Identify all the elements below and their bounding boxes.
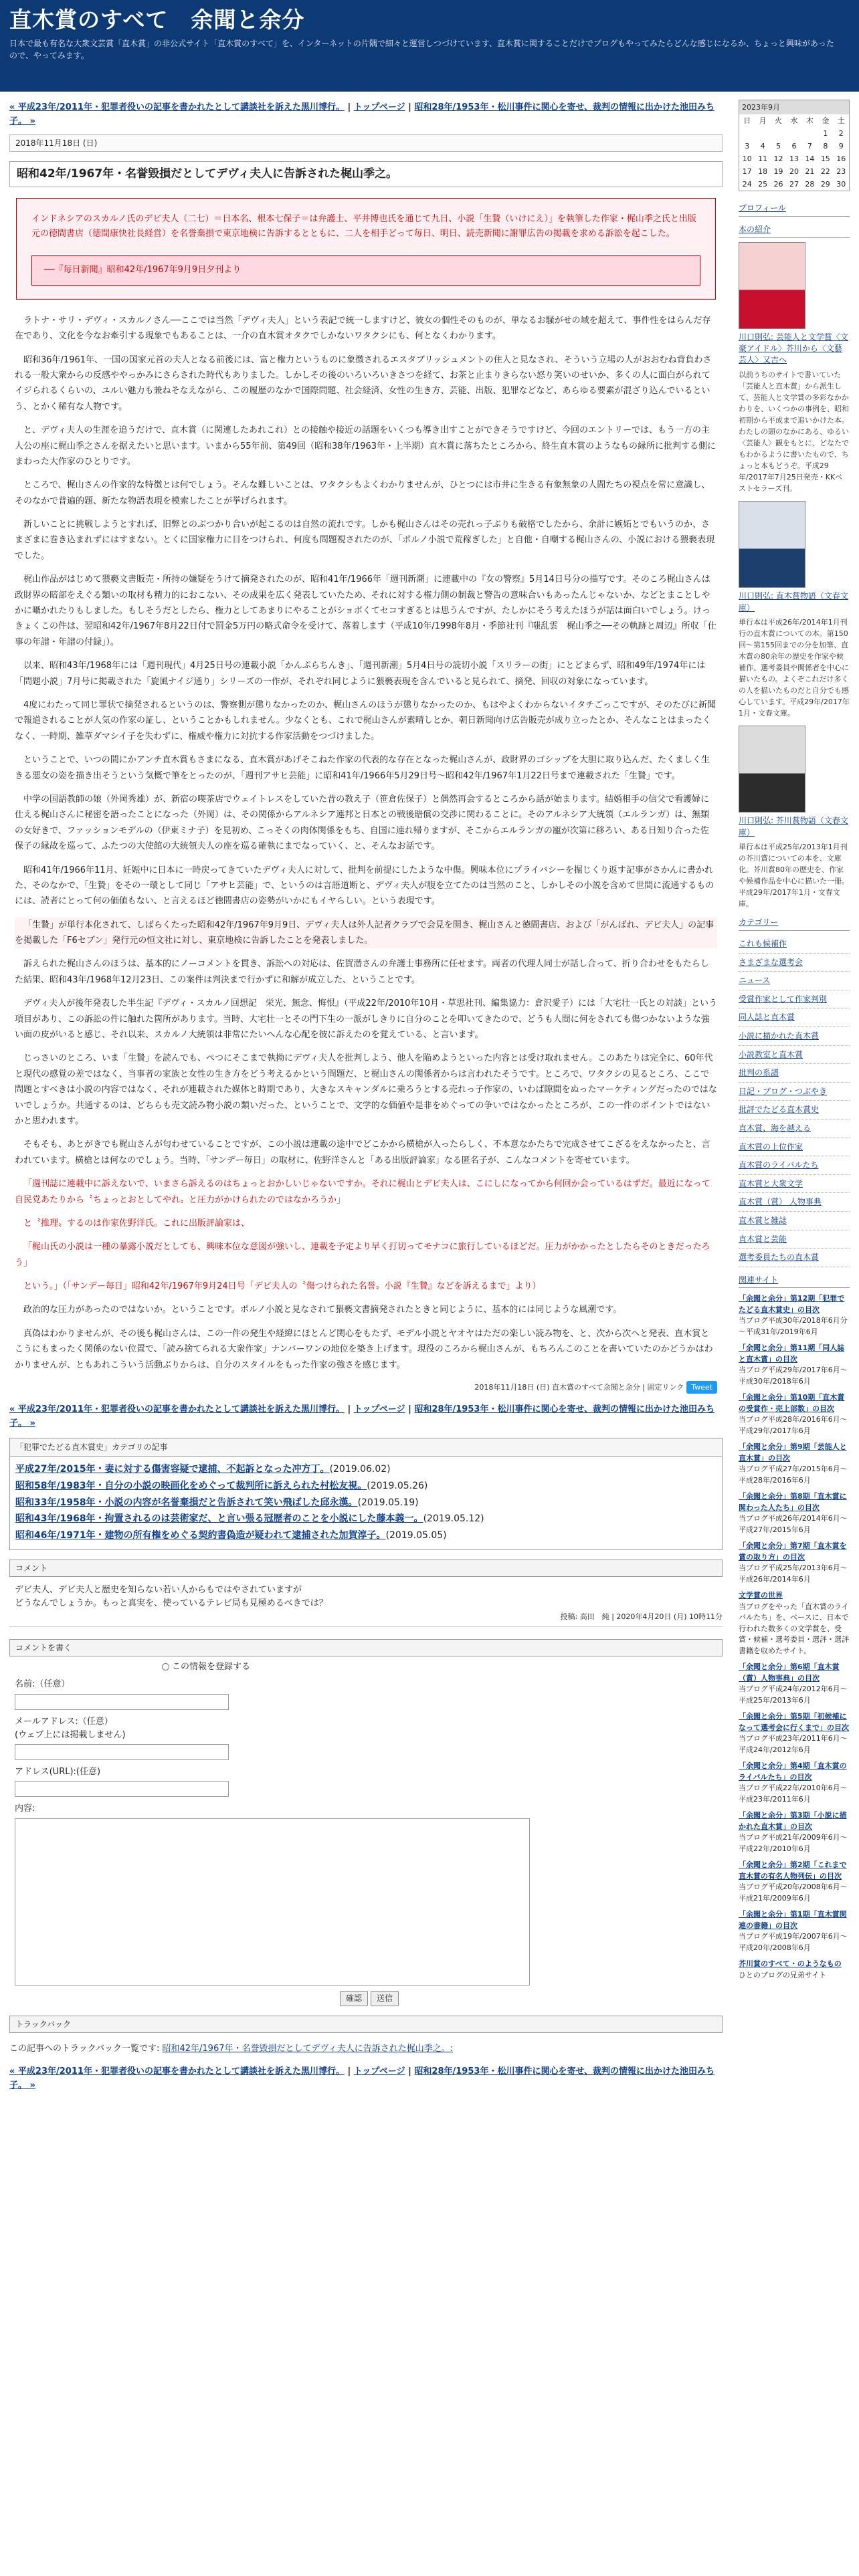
entry-paragraph: 4度にわたって同じ罪状で摘発されるというのは、警察側が懲りなかったのか、梶山さんのほうが懲りなかったのか、もはやよくわからないイタチごっこですが、そのたびに新聞で報道されることが人気の作家の証し、ということかもしれません。少なくとも、これで梶山さんが素晴しとか、朝日新聞向け広告販売が成り立ったとか、そんなことはまったくなく、一時期、雑草ダマシイ子を失わずに、権威や権力に対抗する作家活動をつづけました。 xyxy=(15,700,717,742)
entry-paragraph: 昭和41年/1966年11月、妊娠中に日本に一時戻ってきていたデヴィ夫人に対して、批判を前提にしたような中傷。興味本位にプライバシーを掘じくり返す記事がさかんに書かれた、そのなかで、「生贄」をその一環として同じ「アサヒ芸能」で、というのは言語道断と、デヴィ夫人が腹を立てたのは当然のこと、しかしその小説を含めて世間に流通するものには、読者にとって何の価値もない、と言えるほど徳間書店の姿勢がいかにもイヤらしい。という表現です。 xyxy=(15,865,714,907)
related-site-item xyxy=(739,1810,850,1854)
book-title-link[interactable]: 川口則弘: 直木賞物語（文春文庫） xyxy=(739,591,848,613)
weekday-label: 日 xyxy=(743,116,751,126)
category-link[interactable]: 直木賞、海を越える xyxy=(739,1119,850,1138)
calendar-day: 4 xyxy=(760,142,765,151)
related-site-desc: 当ブログ平成19年/2007年6月～平成20年/2008年6月 xyxy=(739,1932,848,1952)
related-site-link[interactable]: 「余聞と余分」第5期「初候補になって選考会に行くまで」の目次 xyxy=(739,1712,849,1732)
calendar-day: 28 xyxy=(805,180,815,189)
calendar-week xyxy=(739,152,849,165)
name-field[interactable] xyxy=(15,1694,229,1710)
weekday-label: 金 xyxy=(822,116,830,126)
calendar-day: 24 xyxy=(742,180,752,189)
confirm-button[interactable]: 確認 xyxy=(340,1991,368,2006)
entry-paragraph: と〝推理〟するのは作家佐野洋氏。これに出版評論家は、 xyxy=(23,1218,250,1228)
related-site-item xyxy=(739,1662,850,1706)
related-site-desc: ひとのブログの兄弟サイト xyxy=(739,1970,827,1979)
comment-meta: 投稿: 高田 純 | 2020年4月20日 (月) 10時11分 xyxy=(9,1611,723,1627)
calendar-day: 8 xyxy=(823,142,828,151)
category-link[interactable]: 小説に描かれた直木賞 xyxy=(739,1027,850,1046)
related-site-desc: 当ブログをやった「直木賞のライバルたち」を、ベースに、日本で行われた数多くの文学賞を、受賞・候補・選考委員・選評・選評書籍を収めたサイト。 xyxy=(739,1602,849,1655)
related-site-link[interactable]: 「余聞と余分」第3期「小説に描かれた直木賞」の目次 xyxy=(739,1811,847,1831)
calendar-weekdays xyxy=(739,114,849,127)
related-link[interactable]: 平成27年/2015年・妻に対する傷害容疑で逮捕、不起訴となった冲方丁。 xyxy=(15,1464,330,1475)
book-description: 単行本は平成25年/2013年1月刊の芥川賞についての本を、文庫化。芥川賞80年の歴史を、作家や候補作品を中心に描いた一冊。平成29年/2017年1月・文春文庫。 xyxy=(739,843,849,909)
related-site-item xyxy=(739,1959,850,1981)
remember-option[interactable] xyxy=(162,1660,717,1674)
category-link[interactable]: さまざまな選考会 xyxy=(739,954,850,972)
top-page-link[interactable]: トップページ xyxy=(353,102,405,112)
calendar-day: 17 xyxy=(742,167,752,177)
related-site-item xyxy=(739,1860,850,1904)
related-site-item xyxy=(739,1392,850,1436)
related-sites-list xyxy=(739,1293,850,1981)
calendar-day: 30 xyxy=(836,180,846,189)
related-site-link[interactable]: 芥川賞のすべて・のようなもの xyxy=(739,1959,842,1969)
site-header xyxy=(0,0,859,92)
related-item xyxy=(15,1529,717,1543)
calendar-week xyxy=(739,178,849,191)
entry-paragraph: 以来、昭和43年/1968年には「週刊現代」4月25日号の連載小説「かんぷらちんき」、「週刊新潮」5月4日号の読切小説「スリラーの街」にとどまらず、昭和49年/1974年には「問題小説」7月号に掲載された「旋風ナイジ通り」シリーズの一作が、それぞれ同じように猥褻表現を含んでいると見られて、摘発、回収の対象になっています。 xyxy=(15,661,706,687)
category-link[interactable]: 直木賞の上位作家 xyxy=(739,1138,850,1157)
calendar-day: 3 xyxy=(745,142,750,151)
related-heading: 「犯罪でたどる直木賞史」カテゴリの記事 xyxy=(10,1438,722,1457)
book-description: 以前うちのサイトで書いていた「芸能人と直木賞」から派生して、芸能人と文学賞の多彩なかかわりを、いくつかの事例を、昭和初期から平成まで追いかけた本。わたしの頭のなかにある、ゆるい〈芸能人〉観をもとに、どなたでもわかるように書いたもので、ちょっと本もどうぞ。平成29年/2017年7月25日発売・KKベストセラーズ刊。 xyxy=(739,370,849,494)
related-link[interactable]: 昭和33年/1958年・小説の内容が名誉棄損だと告訴されて笑い飛ばした邱永漢。 xyxy=(15,1497,358,1508)
related-date: (2019.05.19) xyxy=(357,1497,419,1508)
related-site-item xyxy=(739,1590,850,1656)
entry-paragraph: 「週刊誌に連載中に訴えないで、いまさら訴えるのはちょっとおかしいじゃないですか。それに梶山とデビ夫人は、こにしになってから何回か会っているはずだ。最近になって自民党あたりから〝ちょっとおとしてやれ〟と圧力がかけられたのではなかろうか」 xyxy=(15,1179,710,1205)
related-item xyxy=(15,1479,717,1494)
calendar-day: 16 xyxy=(836,154,846,164)
related-site-link[interactable]: 「余聞と余分」第7期「直木賞を賞の取り方」の目次 xyxy=(739,1541,847,1562)
related-item xyxy=(15,1512,717,1527)
weekday-label: 月 xyxy=(759,116,767,126)
book-list xyxy=(739,242,850,910)
weekday-label: 土 xyxy=(837,116,845,126)
category-link[interactable]: 小説教室と直木賞 xyxy=(739,1046,850,1065)
next-entry-link[interactable]: 昭和28年/1953年・松川事件に関心を寄せ、裁判の情報に出かけた池田みち子。 » xyxy=(9,102,715,126)
comment-form xyxy=(9,1660,723,2006)
entry-paragraph: 中学の国語教師の娘（外岡秀雄）が、新宿の喫茶店でウェイトレスをしていた昔の教え子（笹倉佐保子）と偶然再会するところから話が始まります。結婚相手の信父で看護婦に仕える梶山さんに秘密を語ったことになった（外岡）は、その関係からアルネシア連邦と日本との戦後賠償の交渉に関わることに。そのアルネシア大統領（エルランガ）は、無類の女好きで、ファッションモデルの（伊東ミナ子）を見初め、こっそくの肉体関係をもち、自国に連れ帰りますが、そこからエルランガの寵が次第に移ろい、ある日知り合った佐保子の縁故を巡って、ふたつの大使館の大統領夫人の座を巡る確執にまでなっていく、と、そんなお話です。 xyxy=(15,794,710,852)
nav-separator: | xyxy=(344,2066,354,2077)
calendar-day xyxy=(739,127,755,140)
related-item xyxy=(15,1496,717,1511)
entry-paragraph: ラトナ・サリ・デヴィ・スカルノさん──ここでは当然「デヴィ夫人」という表記で統一しますけど、彼女の個性そのものが、単なるお騒がせの域を超えて、事件性をはらんだ存在であり、文化を今なお牽引する現象でもあることは、一介の直木賞オタクでしかないワタクシにも、何となくわかります。 xyxy=(15,315,711,342)
remember-radio[interactable] xyxy=(162,1663,169,1671)
calendar-day xyxy=(771,127,786,140)
nav-separator: | xyxy=(344,102,354,112)
form-buttons xyxy=(15,1991,724,2006)
calendar-day: 5 xyxy=(776,142,781,151)
related-site-item xyxy=(739,1293,850,1337)
entry-paragraph: と、デヴィ夫人の生涯を追うだけで、直木賞（に関連したあれこれ）との接触や接近の話題をいくつも導き出すことができそうですけど、今回のエントリーでは、もう一方の主人公の座に梶山季之さんを据えたいと思います。いまから55年前、第49回（昭和38年/1963年・上半期）直木賞に落ちたところから、終生直木賞のようなもの縁所に批判する側にまわった大作家のひとりです。 xyxy=(15,425,717,467)
book-cover-image[interactable] xyxy=(739,726,805,813)
calendar-day: 10 xyxy=(742,154,752,164)
top-page-link[interactable]: トップページ xyxy=(353,2066,405,2077)
entry-body xyxy=(9,313,723,1373)
weekday-label: 火 xyxy=(775,116,783,126)
quote-citation: ──『毎日新聞』昭和42年/1967年9月9日夕刊より xyxy=(31,255,700,286)
calendar-day: 11 xyxy=(758,154,768,164)
calendar-day xyxy=(802,127,818,140)
weekday-label: 木 xyxy=(805,116,814,126)
books-heading: 本の紹介 xyxy=(739,223,850,238)
related-site-item xyxy=(739,1343,850,1387)
calendar-day xyxy=(755,127,770,140)
related-date: (2019.05.12) xyxy=(423,1513,484,1525)
book-title-link[interactable]: 川口則弘: 芸能人と文学賞〈文豪アイドル〉芥川から〈文藝芸人〉又吉へ xyxy=(739,332,848,365)
category-link[interactable]: 直木賞のライバルたち xyxy=(739,1156,850,1175)
book-description: 単行本は平成26年/2014年1月刊行の直木賞についての本。第150回〜第155回までの分を加筆、直木賞の80余年の歴史を作家や候補作、選考委員や関係者を中心に描いたもの。よくぞこれだけ多くの人を描いたものだと自分でも感心しています。平成29年/2017年1月・文春文庫。 xyxy=(739,617,850,718)
related-site-item xyxy=(739,1711,850,1755)
submit-button[interactable]: 送信 xyxy=(371,1991,399,2006)
related-site-link[interactable]: 「余聞と余分」第12期「犯罪でたどる直木賞史」の目次 xyxy=(739,1294,845,1314)
related-site-desc: 当ブログ平成25年/2013年6月～平成26年/2014年6月 xyxy=(739,1564,848,1584)
related-site-item xyxy=(739,1909,850,1953)
book-title-link[interactable]: 川口則弘: 芥川賞物語（文春文庫） xyxy=(739,816,848,837)
comment-form-heading: コメントを書く xyxy=(9,1639,723,1657)
prev-entry-link[interactable]: « 平成23年/2011年・犯罪者役いの記事を書かれたとして講談社を訴えた黒川博行。 xyxy=(9,2066,345,2077)
calendar-day: 23 xyxy=(836,167,846,177)
site-title[interactable]: 直木賞のすべて 余聞と余分 xyxy=(9,7,305,33)
category-link[interactable]: 同人誌と直木賞 xyxy=(739,1008,850,1027)
trackback-line xyxy=(9,2042,723,2056)
calendar-day: 2 xyxy=(838,129,844,138)
related-site-link[interactable]: 「余聞と余分」第9期「芸能人と直木賞」の目次 xyxy=(739,1442,847,1463)
entry-nav-footer xyxy=(9,2065,723,2093)
related-date: (2019.05.26) xyxy=(367,1480,428,1491)
entry-paragraph: ということで、いつの間にかアンチ直木賞もさまになる、直木賞があげそこねた作家の代表的な存在となった梶山さんが、政財界のゴシップを大胆に取り込んだ、たくましく生きる悪女の姿を描き出そうという気概で筆をとったのが、「週刊アサヒ芸能」に昭和41年/1966年5月29日号～昭和42年/1967年1月22日号まで連載された「生贄」です。 xyxy=(15,755,710,781)
comments-heading: コメント xyxy=(9,1560,723,1578)
entry-paragraph: 「梶山氏の小説は一種の暴露小説だとしても、興味本位な意図が強いし、連載を予定より早く打切ってモナコに旅行しているほどだ。圧力がかかったとしたらそのときだったろう」 xyxy=(15,1242,710,1268)
calendar-day: 14 xyxy=(805,154,815,164)
related-site-item xyxy=(739,1761,850,1805)
related-site-link[interactable]: 「余聞と余分」第2期「これまで直木賞の有名人物列伝」の目次 xyxy=(739,1860,847,1881)
related-site-desc: 当ブログ平成24年/2012年6月～平成25年/2013年6月 xyxy=(739,1685,848,1705)
trackback-link[interactable]: 昭和42年/1967年・名誉毀損だとしてデヴィ夫人に告訴された梶山季之。: xyxy=(162,2044,454,2054)
related-site-link[interactable]: 「余聞と余分」第1期「直木賞関連の書籍」の目次 xyxy=(739,1910,847,1930)
post-meta-text: 2018年11月18日 (日) 直木賞のすべて余聞と余分 | 固定リンク xyxy=(474,1383,684,1392)
calendar-day: 15 xyxy=(820,154,830,164)
related-link[interactable]: 昭和46年/1971年・建物の所有権をめぐる契約書偽造が疑われて逮捕された加賀淳子。 xyxy=(15,1530,386,1541)
main-column xyxy=(7,92,729,2099)
site-description: 日本で最も有名な大衆文芸賞「直木賞」の非公式サイト「直木賞のすべて」を、インターネットの片隅で細々と運営しつづけています、直木賞に関することだけでブログもやってみたらどんな感じになるか、ちょっと興味があったので、やってみます。 xyxy=(9,38,834,61)
related-site-desc: 当ブログ平成20年/2008年6月～平成21年/2009年6月 xyxy=(739,1883,848,1903)
name-label: 名前:（任意） xyxy=(15,1679,70,1690)
related-articles xyxy=(9,1438,723,1550)
calendar-day xyxy=(786,127,801,140)
category-heading: カテゴリー xyxy=(739,916,850,931)
category-link[interactable]: 直木賞と大衆文学 xyxy=(739,1175,850,1194)
calendar-week xyxy=(739,140,849,152)
related-site-desc: 当ブログ平成21年/2009年6月～平成22年/2010年6月 xyxy=(739,1833,848,1853)
entry-paragraph: 梶山作品がはじめて猥褻文書販売・所持の嫌疑をうけて摘発されたのが、昭和41年/1966年「週刊新潮」に連載中の『女の警察』5月14日号分の描写です。そのころ梶山さんは政財界の暗部をえぐる類いの取材も精力的におこない、その成果を広く発表していたため、それに対する権力側の制裁と警告の意味合いもあったんじゃないか、などとまことしやかに囁かれたりもしました。もしそうだとしたら、権力としてあまりにやることがショボくてセコすぎるとは思うんですが、たしかにそう考えたほうが話は面白いでしょう。けっきょくこの件は、翌昭和42年/1967年8月22日付で罰金5万円の略式命令を受けて、落着します（平成10年/1998年8月・季節社刊『嗤乱雲 梶山季之──その軌跡と周辺』所収「仕事の年譜・年譜の付録」）。 xyxy=(15,574,717,647)
entry-paragraph: ところで、梶山さんの作家的な特徴とは何でしょう。そんな難しいことは、ワタクシもよくわかりませんが、ひとつには市井に生きる有象無象の人間たちの視点を常に意識し、そのなかで普遍的題、新たな物語表現を模索したことが挙げられます。 xyxy=(15,480,710,506)
calendar-day: 9 xyxy=(838,142,844,151)
related-site-link[interactable]: 「余聞と余分」第11期「同人誌と直木賞」の目次 xyxy=(739,1344,845,1364)
entry-paragraph: 訴えられた梶山さんのほうは、基本的にノーコメントを貫き、訴訟への対応は、佐賀潜さんの弁護士事務所に任せます。両者の代理人同士が話し合って、折り合わせをもたらした結果、昭和43年/1968年12月23日、この案件は判決まで行かずに和解が成立した、ということです。 xyxy=(15,959,709,985)
related-site-item xyxy=(739,1541,850,1585)
comment-textarea[interactable] xyxy=(15,1818,530,1985)
related-site-desc: 当ブログ平成30年/2018年6月分～平成31年/2019年6月 xyxy=(739,1316,848,1336)
related-sites-heading: 関連サイト xyxy=(739,1274,850,1289)
nav-separator: | xyxy=(405,2066,415,2077)
entry-paragraph: という。」（「サンデー毎日」昭和42年/1967年9月24日号「デビ夫人の〝傷つけられた名誉〟小説『生贄』などを訴えるまで」より） xyxy=(23,1281,541,1292)
entry-paragraph: 「生贄」が単行本化されて、しばらくたった昭和42年/1967年9月9日、デヴィ夫人は外人記者クラブで会見を開き、梶山さんと徳間書店、および「がんばれ、デビ夫人」の記事を掲載した「F6セブン」発行元の恒文社に対し、東京地検に告訴したことを発表しました。 xyxy=(15,918,717,949)
quote-text: インドネシアのスカルノ氏のデビ夫人（二七）＝日本名、根本七保子＝は弁護士、平井博也氏を通じて九日、小説「生贄（いけにえ）」を執筆した作家・梶山季之氏と出版元の徳間書店（徳間康快社長経営）を名誉棄損で東京地検に告訴するとともに、二人を相手どって毎日、明日、読売新聞に謝罪広告の掲載を求める訴訟を起こした。 xyxy=(31,213,696,239)
top-page-link[interactable]: トップページ xyxy=(353,1404,405,1415)
tweet-button[interactable]: Tweet xyxy=(686,1381,717,1394)
related-list xyxy=(10,1457,722,1549)
calendar-day: 25 xyxy=(758,180,768,189)
entry-nav-bottom xyxy=(9,1403,723,1431)
calendar-day: 13 xyxy=(789,154,799,164)
post-meta xyxy=(15,1381,717,1394)
related-site-desc: 当ブログ平成26年/2014年6月～平成27年/2015年6月 xyxy=(739,1514,848,1534)
related-site-desc: 当ブログ平成22年/2010年6月～平成23年/2011年6月 xyxy=(739,1784,848,1804)
trackback-label: この記事へのトラックバック一覧です: xyxy=(9,2044,163,2054)
calendar-day: 29 xyxy=(820,180,830,189)
related-site-desc: 当ブログ平成28年/2016年6月～平成29年/2017年6月 xyxy=(739,1415,848,1435)
profile-link[interactable]: プロフィール xyxy=(739,202,850,217)
related-site-link[interactable]: 「余聞と余分」第8期「直木賞に関わった人たち」の目次 xyxy=(739,1492,847,1512)
entry-paragraph: 政治的な圧力があったのではないか。ということです。ポルノ小説と見なされて猥褻文書摘発されたときと同じように、基本的には同じような風潮です。 xyxy=(23,1305,622,1315)
related-date: (2019.06.02) xyxy=(329,1464,391,1475)
category-link[interactable]: 日記・ブログ・つぶやき xyxy=(739,1083,850,1101)
calendar xyxy=(739,100,850,191)
entry-paragraph: 新しいことに挑戦しようとすれば、旧弊とのぶつかり合いが起こるのは自然の流れです。しかも梶山さんはその売れっ子ぶりも破格でしたから、余計に嫉妬とでもいうのか、さまざまに巻き込まれずにはすまない。とくに国家権力に目をつけられ、何度も問題視されたのが、「ポルノ小説で荒稼ぎした」と自他・自嘲する梶山さんの、小説における猥褻表現でした。 xyxy=(15,520,715,561)
category-link[interactable]: ニュース xyxy=(739,972,850,990)
url-field[interactable] xyxy=(15,1781,229,1797)
entry-paragraph: デヴィ夫人が後年発表した半生記『デヴィ・スカルノ回想記 栄光、無念、悔恨』（平成22年/2010年10月・草思社刊、編集協力：倉沢愛子）には「大宅壮一氏との対談」という項目があり、この訴訟の件に触れた箇所があります。当時、大宅壮一とその門下生の一派がしきりに自分のことを叩いてきたので、どうも人間に何をされても傷つかないような強い面の皮がいると感じ、それ以来、スカルノ大統領は非常にたいへんな心配を彼に訴えたのを覚えている、と言います。 xyxy=(15,998,717,1041)
next-entry-link[interactable]: 昭和28年/1953年・松川事件に関心を寄せ、裁判の情報に出かけた池田みち子。 » xyxy=(9,1404,715,1428)
related-link[interactable]: 昭和58年/1983年・自分の小説の映画化をめぐって裁判所に訴えられた村松友視。 xyxy=(15,1480,367,1491)
calendar-day: 27 xyxy=(789,180,799,189)
email-label: メールアドレス:（任意） (ウェブ上には掲載しません) xyxy=(15,1716,126,1740)
related-site-desc: 当ブログ平成23年/2011年6月～平成24年/2012年6月 xyxy=(739,1734,848,1754)
category-link[interactable]: これも候補作 xyxy=(739,935,850,954)
calendar-title: 2023年9月 xyxy=(739,100,849,114)
calendar-day: 26 xyxy=(773,180,783,189)
category-link[interactable]: 直木賞と芸能 xyxy=(739,1230,850,1249)
body-label: 内容: xyxy=(15,1803,35,1814)
calendar-day: 6 xyxy=(791,142,797,151)
nav-separator: | xyxy=(344,1404,354,1415)
nav-separator: | xyxy=(405,102,415,112)
related-site-item xyxy=(739,1491,850,1535)
prev-entry-link[interactable]: « 平成23年/2011年・犯罪者役いの記事を書かれたとして講談社を訴えた黒川博行。 xyxy=(9,1404,345,1415)
quote-box xyxy=(16,198,716,300)
calendar-grid xyxy=(739,114,849,191)
calendar-day: 19 xyxy=(773,167,783,177)
calendar-day: 22 xyxy=(820,167,830,177)
entry-paragraph: そもそも、あとがきでも梶山さんが匂わせていることですが、この小説は連載の途中でどこかから横槍が入ったらしく、不本意なかたちで完成させてこざるをえなかったと、言われています。横槍とは何なのでしょう。当時、「サンデー毎日」の取材に、佐野洋さんと「ある出版評論家」なる匿名子が、こんなコメントを寄せています。 xyxy=(15,1140,710,1166)
category-link[interactable]: 受賞作家として作家判別 xyxy=(739,990,850,1009)
sidebar xyxy=(739,92,850,2099)
trackback-heading: トラックバック xyxy=(9,2016,723,2034)
remember-label: この情報を登録する xyxy=(172,1662,251,1673)
related-site-link[interactable]: 文学賞の世界 xyxy=(739,1591,783,1600)
book-cover-image[interactable] xyxy=(739,242,805,329)
related-site-link[interactable]: 「余聞と余分」第4期「直木賞のライバルたち」の目次 xyxy=(739,1761,847,1782)
calendar-week xyxy=(739,165,849,178)
calendar-week xyxy=(739,127,849,140)
calendar-day: 12 xyxy=(773,154,783,164)
url-label: アドレス(URL):(任意) xyxy=(15,1766,101,1777)
entry-paragraph: じっさいのところ、いま「生贄」を読んでも、ぺつにそこまで執拗にデヴィ夫人を批判しよう、他人を陥めようといった内容とは受け取れません。このあたりは完全に、60年代と現代の感覚の差ではなく、当事者の家族と女性の生き方をどう考えるかという問題だ、と梶山さんの関係者からは言われたそうです。ところで、ワタクシの見るところ、ここで問題とすべきは小説の内容ではなく、それが連載された媒体と時期であり、大きなスキャンダルに乗ろうとする売れっ子作家の、いわば隙間をぬったマーケティングだったのではないでしょうか。共通するのは、どちらも売文読み物小説の類いだった、ということで、文学的な価値や是非をめぐっての争いではなかったところが、この一件のポイントではないかと思われます。 xyxy=(15,1053,717,1126)
category-link[interactable]: 批評でたどる直木賞史 xyxy=(739,1101,850,1119)
related-item xyxy=(15,1463,717,1477)
related-site-desc: 当ブログ平成27年/2015年6月～平成28年/2016年6月 xyxy=(739,1465,848,1485)
calendar-day: 21 xyxy=(805,167,815,177)
calendar-day: 18 xyxy=(758,167,768,177)
comment-body: デビ夫人、デビ夫人と歴史を知らない若い人からもではやされていますが どうなんでしょうか。もっと真実を、使っているテレビ局も見極めるべきでは？ xyxy=(15,1585,328,1609)
category-link[interactable]: 直木賞と雑誌 xyxy=(739,1212,850,1230)
category-link[interactable]: 選考委員たちの直木賞 xyxy=(739,1249,850,1267)
entry-paragraph: 昭和36年/1961年、一国の国家元首の夫人となる前後には、富と権力というものに象徴されるエスタブリッシュメントの住人と見なされ、そういう立場の人がおおむね背負わされる一般大衆からの反感ややっかみにさらされた時代もありました。しかしその後のいろいろいきさつを経て、お茶と止まりきらない怒り笑いのせいか、多くの人に面白がられてイジられるくらいの、ユルい魅力も兼ねそなえながら、この履歴のなかで国際問題、社会経済、女性の生き方、芸能、出版、犯罪などなど、あらゆる要素が混ざり込んでいるという、とかく稀有な人物です。 xyxy=(15,354,712,412)
related-site-item xyxy=(739,1442,850,1486)
prev-entry-link[interactable]: « 平成23年/2011年・犯罪者役いの記事を書かれたとして講談社を訴えた黒川博行。 xyxy=(9,102,345,112)
next-entry-link[interactable]: 昭和28年/1953年・松川事件に関心を寄せ、裁判の情報に出かけた池田みち子。 » xyxy=(9,2066,715,2091)
category-list xyxy=(739,935,850,1267)
book-cover-image[interactable] xyxy=(739,501,805,588)
category-link[interactable]: 直木賞（賞） 人物事典 xyxy=(739,1193,850,1212)
calendar-day: 20 xyxy=(789,167,799,177)
entry-nav-top xyxy=(9,101,723,129)
nav-separator: | xyxy=(405,1404,415,1415)
related-site-link[interactable]: 「余聞と余分」第6期「直木賞（賞）人物事典」の目次 xyxy=(739,1662,840,1683)
email-field[interactable] xyxy=(15,1744,229,1760)
related-link[interactable]: 昭和43年/1968年・拘置されるのは芸術家だ、と言い張る冠歴者のことを小説にした藤本義一。 xyxy=(15,1513,423,1525)
entry-paragraph: 真偽はわかりませんが、その後も梶山さんは、この一件の発生や経緯にほとんど関心をもたず、モデル小説とヤオヤはただの楽しい読み物を、と、次から次へと発表、直木賞とこうにもまったく関係のない位置で、「読み捨てられる大衆作家」ナンバーワンの地位を築き上げます。現役のころから梶山さんが、もちろんこのことを書いていたのかどうかはわかりませんが、ともあれこういう活動ぶりからは、自分のスタイルをもった作家の強さを感じます。 xyxy=(15,1328,713,1370)
weekday-label: 水 xyxy=(790,116,798,126)
entry-date: 2018年11月18日 (日) xyxy=(9,134,723,152)
calendar-day: 7 xyxy=(807,142,812,151)
related-site-desc: 当ブログ平成29年/2017年6月～平成30年/2018年6月 xyxy=(739,1366,848,1386)
calendar-day: 1 xyxy=(823,129,828,138)
entry-title: 昭和42年/1967年・名誉毀損だとしてデヴィ夫人に告訴された梶山季之。 xyxy=(9,161,723,187)
related-site-link[interactable]: 「余聞と余分」第10期「直木賞の受賞作・売上部数」の目次 xyxy=(739,1393,845,1413)
category-link[interactable]: 批判の系譜 xyxy=(739,1064,850,1083)
related-date: (2019.05.05) xyxy=(385,1530,447,1541)
